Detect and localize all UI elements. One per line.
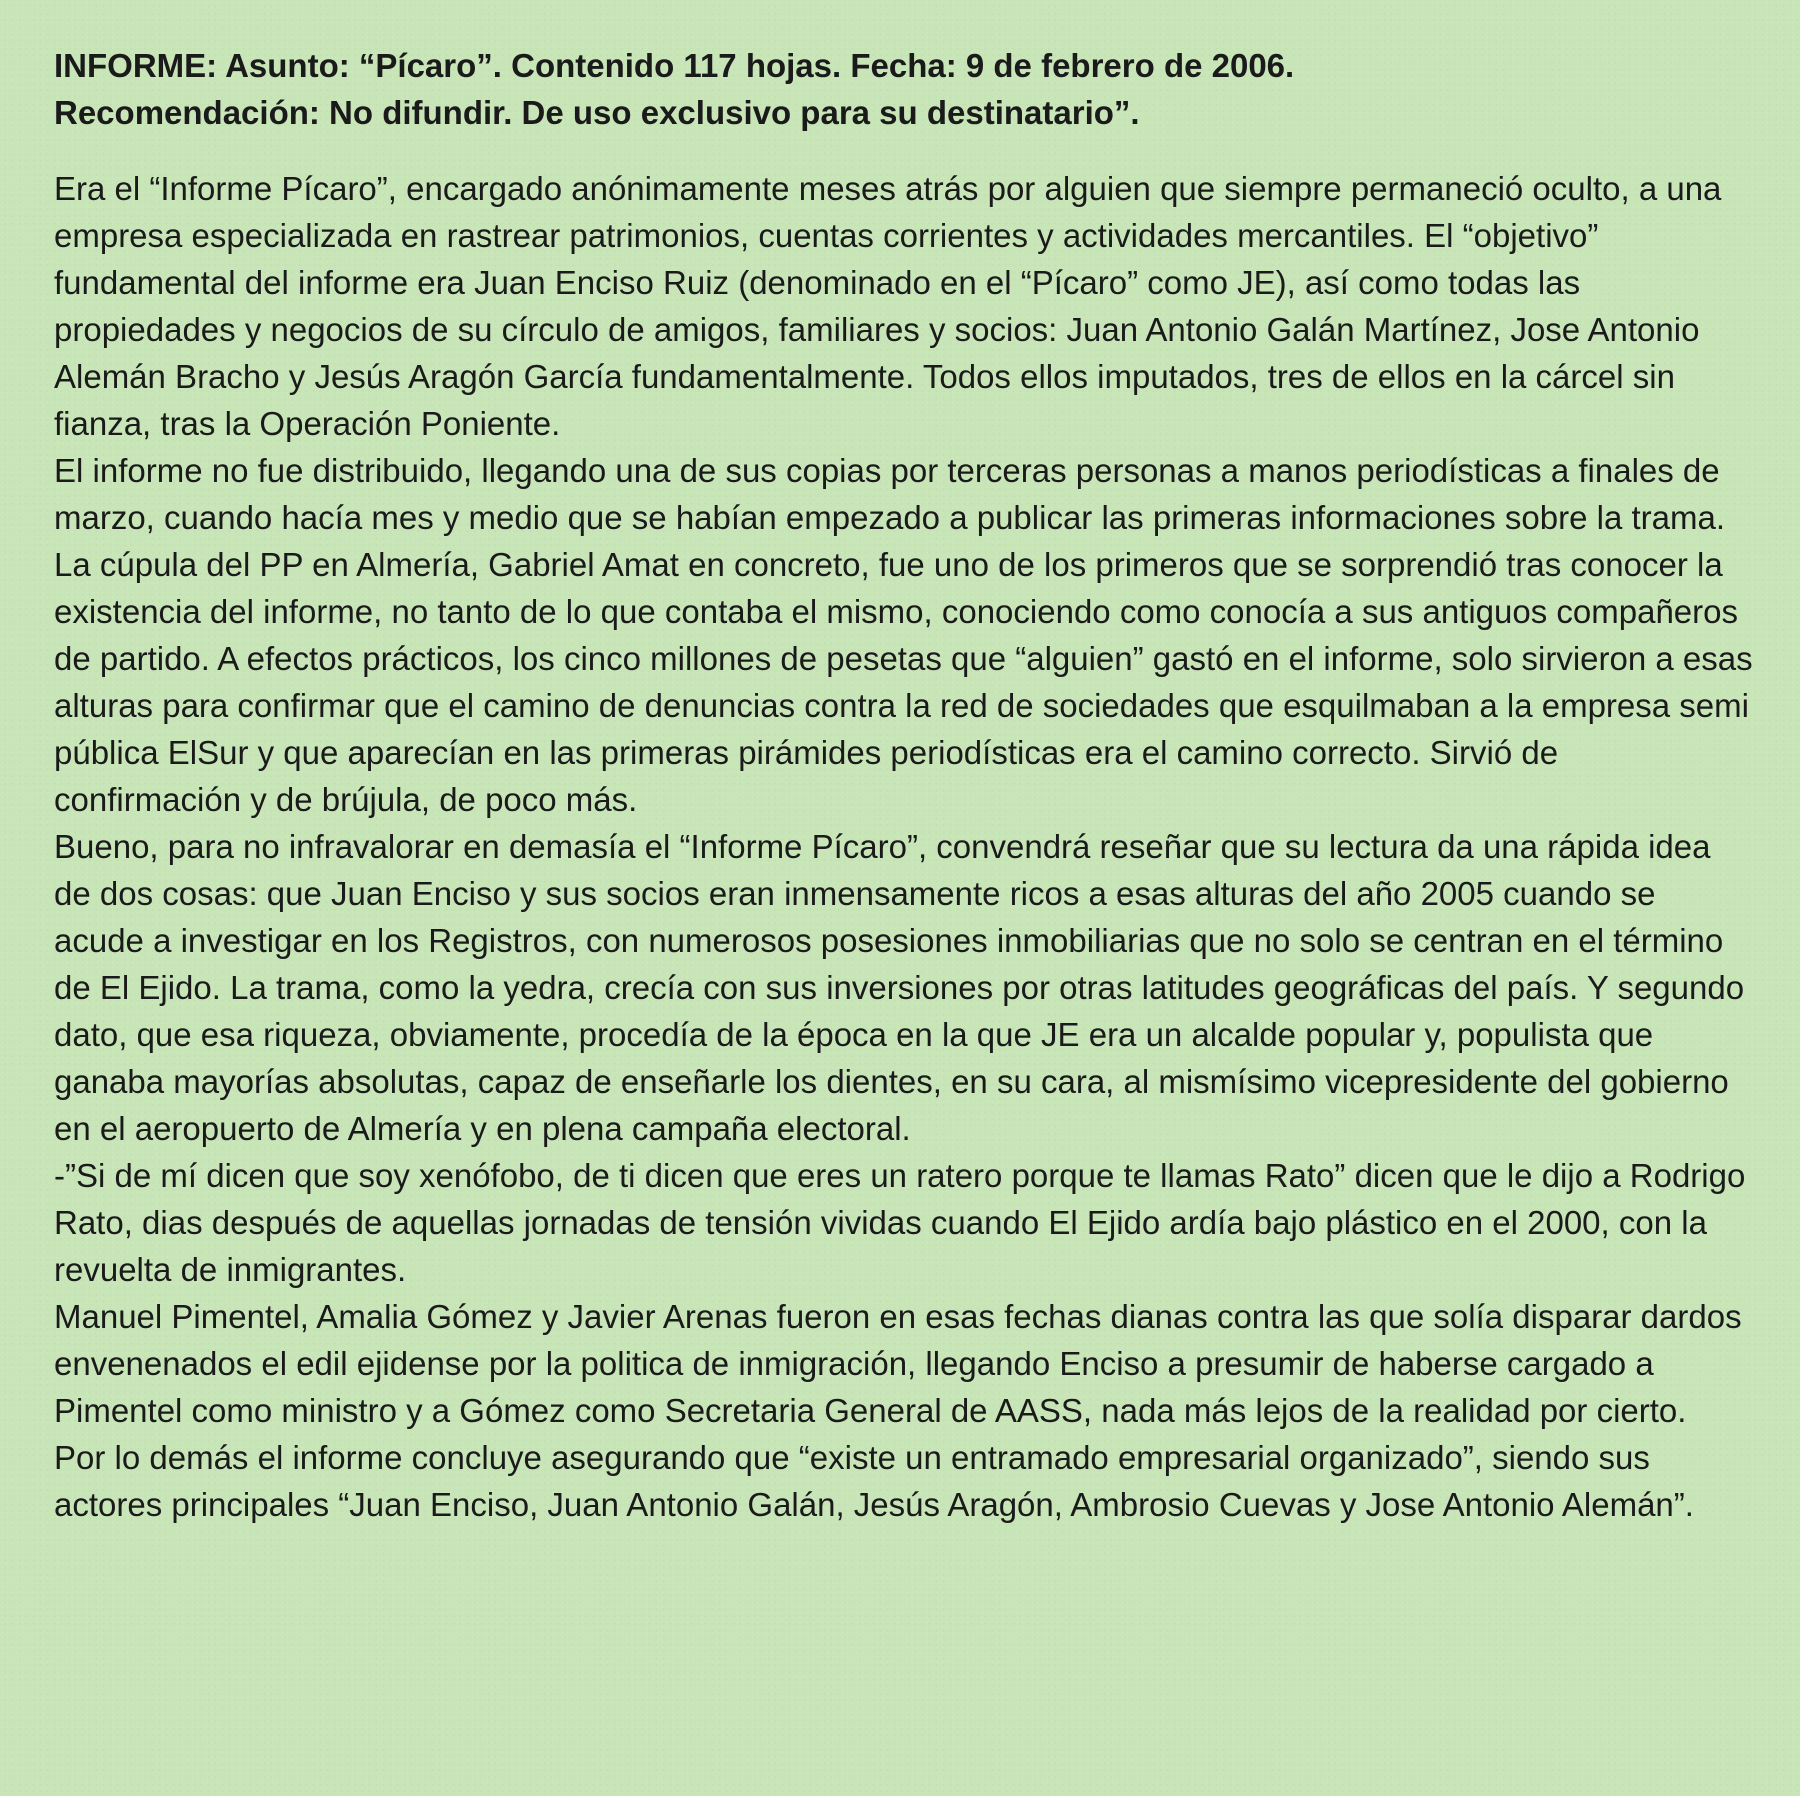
paragraph-informe-picaro: Era el “Informe Pícaro”, encargado anónimamente meses atrás por alguien que siempre permaneció oculto, a una empresa especializada en rastrear patrimonios, cuentas corrientes y actividades mercantiles. El “objetivo” fundamental del informe era Juan Enciso Ruiz (denominado en el “Pícaro” como JE), así como todas las propiedades y negocios de su círculo de amigos, familiares y socios: Juan Antonio Galán Martínez, Jose Antonio Alemán Bracho y Jesús Aragón García fundamentalmente. Todos ellos imputados, tres de ellos en la cárcel sin fianza, tras la Operación Poniente. — [54, 170, 1722, 442]
paragraph-rato-quote: -”Si de mí dicen que soy xenófobo, de ti dicen que eres un ratero porque te llamas Rato” dicen que le dijo a Rodrigo Rato, dias después de aquellas jornadas de tensión vividas cuando El Ejido ardía bajo plástico en el 2000, con la revuelta de inmigrantes. — [54, 1157, 1746, 1288]
header-line-recommendation: Recomendación: No difundir. De uso exclusivo para su destinatario”. — [54, 94, 1140, 131]
paragraph-conclusion: Por lo demás el informe concluye asegurando que “existe un entramado empresarial organizado”, siendo sus actores principales “Juan Enciso, Juan Antonio Galán, Jesús Aragón, Ambrosio Cuevas y Jose Antonio Alemán”. — [54, 1439, 1694, 1523]
header-line-subject: INFORME: Asunto: “Pícaro”. Contenido 117 hojas. Fecha: 9 de febrero de 2006. — [54, 47, 1295, 84]
paragraph-findings: Bueno, para no infravalorar en demasía el “Informe Pícaro”, convendrá reseñar que su lectura da una rápida idea de dos cosas: que Juan Enciso y sus socios eran inmensamente ricos a esas alturas del año 2005 cuando se acude a investigar en los Registros, con numerosos posesiones inmobiliarias que no solo se centran en el término de El Ejido. La trama, como la yedra, crecía con sus inversiones por otras latitudes geográficas del país. Y segundo dato, que esa riqueza, obviamente, procedía de la época en la que JE era un alcalde popular y, populista que ganaba mayorías absolutas, capaz de enseñarle los dientes, en su cara, al mismísimo vicepresidente del gobierno en el aeropuerto de Almería y en plena campaña electoral. — [54, 828, 1745, 1147]
paragraph-pimentel: Manuel Pimentel, Amalia Gómez y Javier Arenas fueron en esas fechas dianas contra las que solía disparar dardos envenenados el edil ejidense por la politica de inmigración, llegando Enciso a presumir de haberse cargado a Pimentel como ministro y a Gómez como Secretaria General de AASS, nada más lejos de la realidad por cierto. — [54, 1298, 1742, 1429]
report-header — [54, 42, 1754, 136]
paragraph-distribution: El informe no fue distribuido, llegando una de sus copias por terceras personas a manos periodísticas a finales de marzo, cuando hacía mes y medio que se habían empezado a publicar las primeras informaciones sobre la trama. La cúpula del PP en Almería, Gabriel Amat en concreto, fue uno de los primeros que se sorprendió tras conocer la existencia del informe, no tanto de lo que contaba el mismo, conociendo como conocía a sus antiguos compañeros de partido. A efectos prácticos, los cinco millones de pesetas que “alguien” gastó en el informe, solo sirvieron a esas alturas para confirmar que el camino de denuncias contra la red de sociedades que esquilmaban a la empresa semi pública ElSur y que aparecían en las primeras pirámides periodísticas era el camino correcto. Sirvió de confirmación y de brújula, de poco más. — [54, 452, 1753, 818]
document-page — [54, 42, 1754, 1528]
